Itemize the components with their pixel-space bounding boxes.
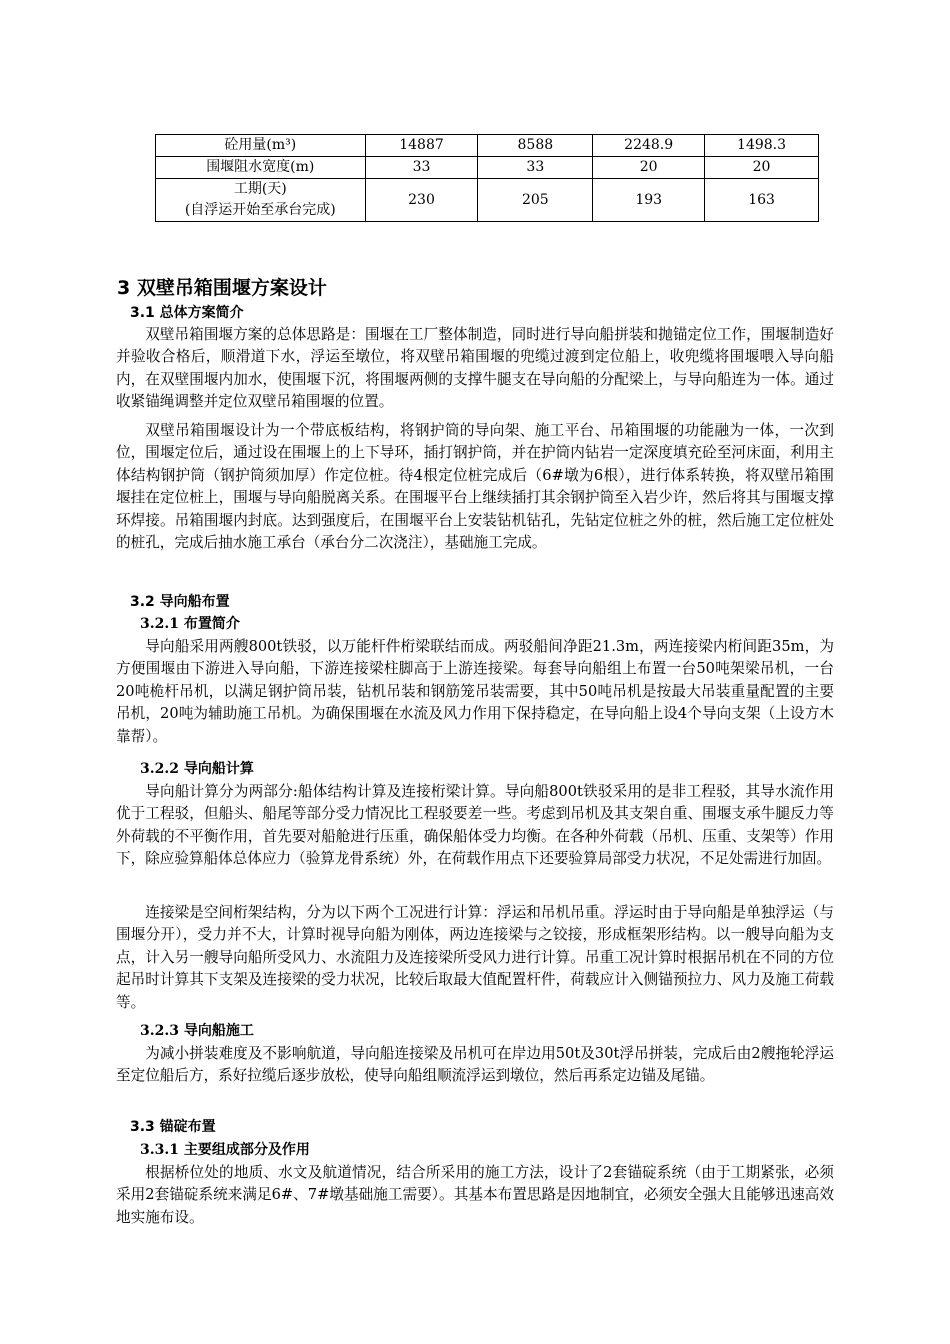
section-3-3-1-heading: 3.3.1 主要组成部分及作用	[140, 1142, 310, 1158]
table-cell: 33	[478, 157, 593, 179]
section-3-2-2-heading: 3.2.2 导向船计算	[140, 761, 254, 777]
section-3-1-paragraph-1: 双壁吊箱围堰方案的总体思路是：围堰在工厂整体制造，同时进行导向船拼装和抛锚定位工作，围堰制造好并验收合格后，顺滑道下水，浮运至墩位，将双壁吊箱围堰的兜缆过渡到定位船上，收兜缆将围堰喂入导向船内，在双壁围堰内加水，使围堰下沉，将围堰两侧的支撑牛腿支在导向船的分配梁上，与导向船连为一体。通过收紧锚绳调整并定位双壁吊箱围堰的位置。	[116, 326, 834, 411]
section-3-1-paragraph-2: 双壁吊箱围堰设计为一个带底板结构，将钢护筒的导向架、施工平台、吊箱围堰的功能融为一体，一次到位，围堰定位后，通过设在围堰上的上下导环，插打钢护筒，并在护筒内钻岩一定深度填充砼至河床面，利用主体结构钢护筒（钢护筒须加厚）作定位桩。待4根定位桩完成后（6#墩为6根），进行体系转换，将双壁吊箱围堰挂在定位桩上，围堰与导向船脱离关系。在围堰平台上继续插打其余钢护筒至入岩少许，然后将其与围堰支撑环焊接。吊箱围堰内封底。达到强度后，在围堰平台上安装钻机钻孔，先钻定位桩之外的桩，然后施工定位桩处的桩孔，完成后抽水施工承台（承台分二次浇注），基础施工完成。	[116, 422, 834, 552]
section-3-3-heading: 3.3 锚碇布置	[130, 1119, 216, 1135]
row-label	[156, 179, 366, 222]
section-3-2-2-paragraph-2: 连接梁是空间桁架结构，分为以下两个工况进行计算：浮运和吊机吊重。浮运时由于导向船是单独浮运（与围堰分开），受力并不大，计算时视导向船为刚体，两边连接梁与之铰接，形成框架形结构。以一艘导向船为支点，计入另一艘导向船所受风力、水流阻力及连接梁所受风力进行计算。吊重工况计算时根据吊机在不同的方位起吊时计算其下支架及连接梁的受力状况，比较后取最大值配置杆件，荷载应计入侧锚预拉力、风力及施工荷载等。	[116, 904, 834, 1011]
table-cell: 163	[705, 179, 819, 222]
section-3-2-2-paragraph-1: 导向船计算分为两部分:船体结构计算及连接桁梁计算。导向船800t铁驳采用的是非工程驳，其导水流作用优于工程驳，但船头、船尾等部分受力情况比工程驳要差一些。考虑到吊机及其支架自重、围堰支承牛腿反力等外荷载的不平衡作用，首先要对船舱进行压重，确保船体受力均衡。在各种外荷载（吊机、压重、支架等）作用下，除应验算船体总体应力（验算龙骨系统）外，在荷载作用点下还要验算局部受力状况，不足处需进行加固。	[116, 783, 834, 868]
table-row	[156, 179, 819, 222]
table-cell: 20	[593, 157, 705, 179]
row-label-line: (自浮运开始至承台完成)	[184, 202, 336, 218]
section-3-2-heading: 3.2 导向船布置	[130, 594, 230, 610]
table-cell: 8588	[478, 135, 593, 157]
section-3-3-1-paragraph: 根据桥位处的地质、水文及航道情况，结合所采用的施工方法，设计了2套锚碇系统（由于工期紧张，必须采用2套锚碇系统来满足6#、7#墩基础施工需要）。其基本布置思路是因地制宜，必须安全强大且能够迅速高效地实施布设。	[116, 1164, 834, 1226]
table-cell: 2248.9	[593, 135, 705, 157]
section-3-2-1-heading: 3.2.1 布置简介	[140, 616, 240, 632]
section-3-1-heading: 3.1 总体方案简介	[130, 305, 244, 321]
table-cell: 205	[478, 179, 593, 222]
section-3-2-1-paragraph: 导向船采用两艘800t铁驳，以万能杆件桁梁联结而成。两驳船间净距21.3m，两连接梁内桁间距35m，为方便围堰由下游进入导向船，下游连接梁柱脚高于上游连接梁。每套导向船组上布置一台50吨架梁吊机，一台20吨桅杆吊机，以满足钢护筒吊装，钻机吊装和钢筋笼吊装需要，其中50吨吊机是按最大吊装重量配置的主要吊机，20吨为辅助施工吊机。为确保围堰在水流及风力作用下保持稳定，在导向船上设4个导向支架（上设方木靠帮）。	[116, 638, 834, 745]
row-label: 砼用量(m³)	[156, 135, 366, 157]
table-cell: 14887	[365, 135, 478, 157]
row-label-line: 工期(天)	[233, 181, 287, 197]
comparison-table	[155, 134, 819, 222]
section-3-2-3-paragraph: 为减小拼装难度及不影响航道，导向船连接梁及吊机可在岸边用50t及30t浮吊拼装，完成后由2艘拖轮浮运至定位船后方，系好拉缆后逐步放松，使导向船组顺流浮运到墩位，然后再系定边锚及尾锚。	[116, 1045, 834, 1085]
table-cell: 193	[593, 179, 705, 222]
section-3-heading: 3 双壁吊箱围堰方案设计	[117, 277, 327, 299]
section-3-2-3-heading: 3.2.3 导向船施工	[140, 1023, 254, 1039]
table-cell: 1498.3	[705, 135, 819, 157]
table-cell: 20	[705, 157, 819, 179]
table-cell: 230	[365, 179, 478, 222]
table-cell: 33	[365, 157, 478, 179]
table-row	[156, 157, 819, 179]
row-label: 围堰阻水宽度(m)	[156, 157, 366, 179]
table-row	[156, 135, 819, 157]
